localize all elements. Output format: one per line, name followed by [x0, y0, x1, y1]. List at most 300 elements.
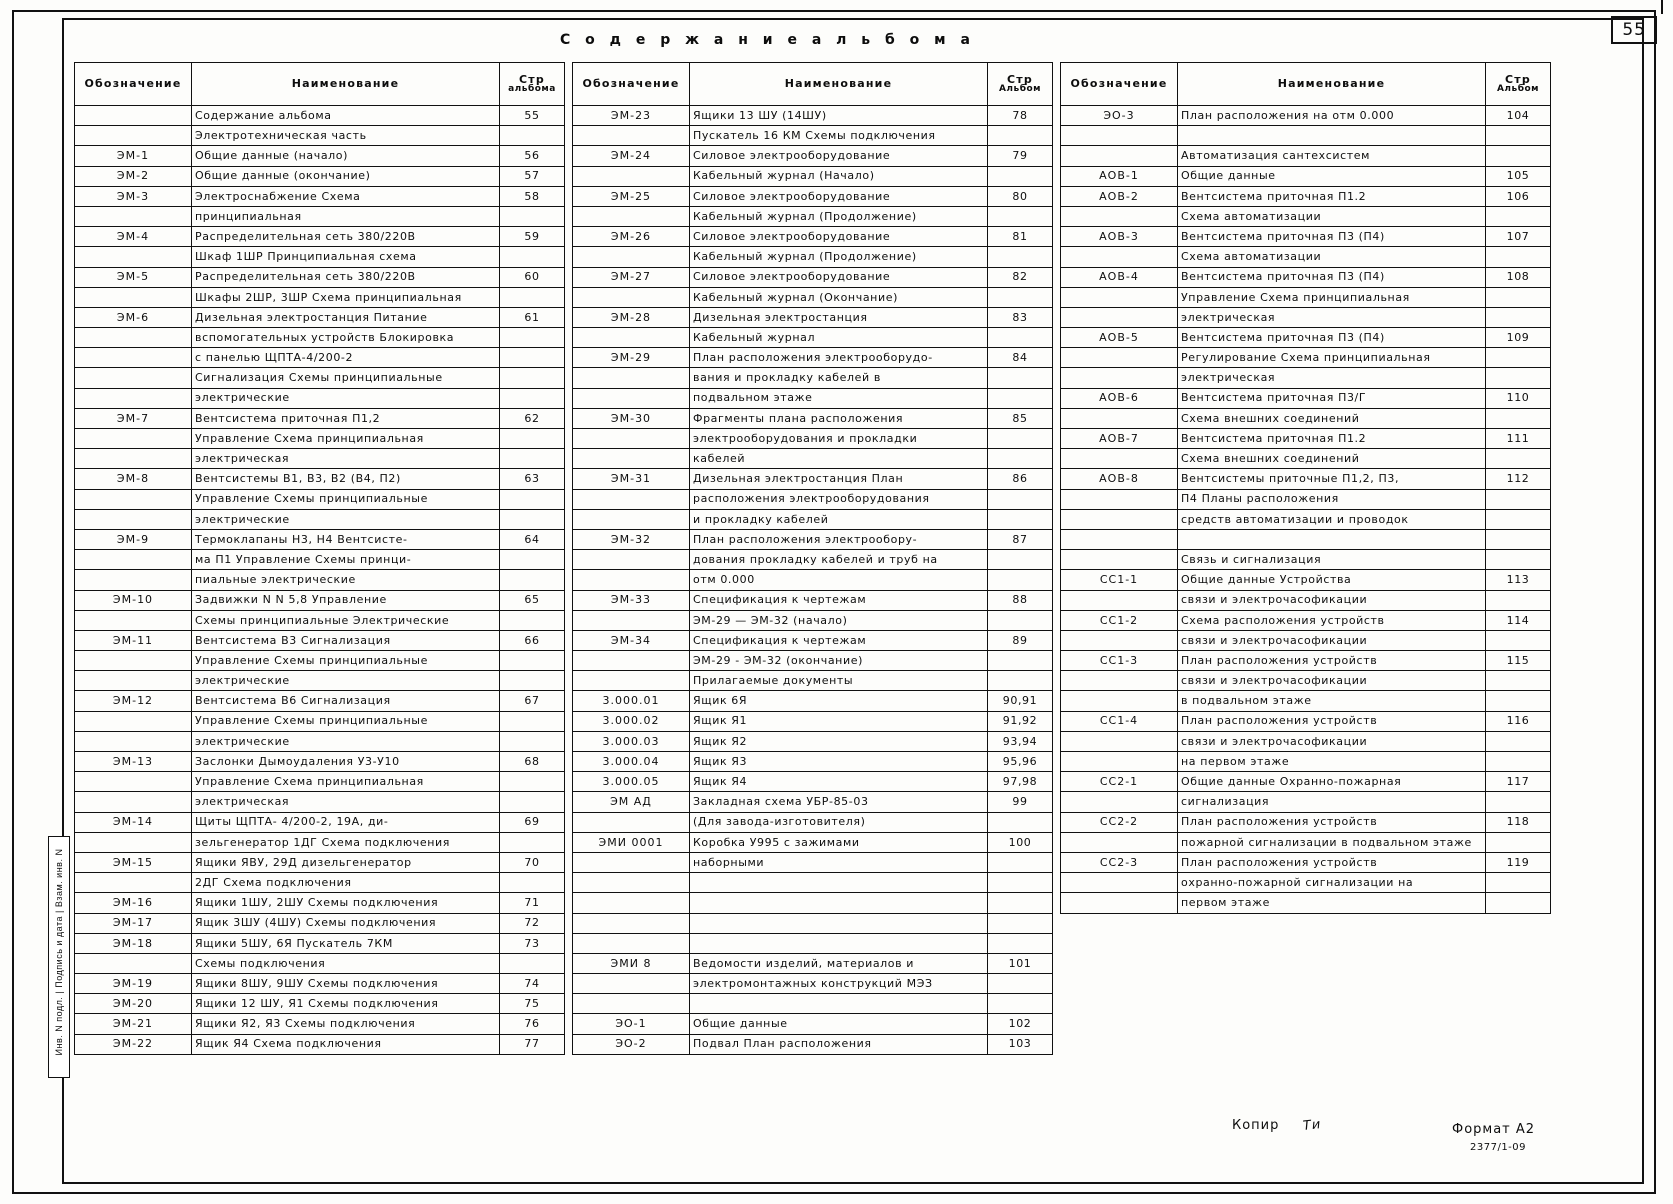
header-page-line1: Стр — [1007, 72, 1033, 86]
table-row — [1061, 772, 1551, 792]
cell-code — [1061, 247, 1178, 267]
cell-name: Дизельная электростанция — [690, 307, 988, 327]
cell-page — [500, 429, 565, 449]
cell-name: Управление Схемы принципиальные — [192, 489, 500, 509]
cell-page — [500, 206, 565, 226]
cell-code: СС1-3 — [1061, 651, 1178, 671]
cell-page: 115 — [1486, 651, 1551, 671]
cell-page — [988, 328, 1053, 348]
table-row — [75, 146, 565, 166]
cell-name: отм 0.000 — [690, 570, 988, 590]
cell-code — [573, 449, 690, 469]
cell-code: 3.000.03 — [573, 731, 690, 751]
cell-code: ЭМ-9 — [75, 529, 192, 549]
cell-code — [573, 852, 690, 872]
cell-name: Закладная схема УБР-85-03 — [690, 792, 988, 812]
header-name: Наименование — [690, 63, 988, 106]
cell-code: ЭМ АД — [573, 792, 690, 812]
cell-name: на первом этаже — [1178, 752, 1486, 772]
table-row — [573, 792, 1053, 812]
cell-code: СС1-4 — [1061, 711, 1178, 731]
table-row — [75, 610, 565, 630]
cell-code — [75, 449, 192, 469]
table-row — [75, 651, 565, 671]
cell-page — [988, 893, 1053, 913]
cell-code — [573, 974, 690, 994]
table-row — [75, 893, 565, 913]
table-row — [1061, 206, 1551, 226]
table-row — [75, 287, 565, 307]
cell-code — [75, 106, 192, 126]
cell-page: 77 — [500, 1034, 565, 1054]
cell-name: зельгенератор 1ДГ Схема подключения — [192, 832, 500, 852]
cell-page — [988, 913, 1053, 933]
cell-page — [988, 429, 1053, 449]
cell-page — [988, 126, 1053, 146]
cell-code — [1061, 873, 1178, 893]
cell-code — [1061, 368, 1178, 388]
cell-code — [573, 429, 690, 449]
copier-note — [1232, 1118, 1321, 1133]
table-row — [1061, 449, 1551, 469]
cell-name: Ящики 13 ШУ (14ШУ) — [690, 106, 988, 126]
table-row — [573, 227, 1053, 247]
cell-code: ЭМ-34 — [573, 630, 690, 650]
cell-page: 55 — [500, 106, 565, 126]
title-block-strip-label: Инв. N подл. | Подпись и дата | Взам. инв. N — [54, 848, 64, 1056]
table-row — [573, 287, 1053, 307]
cell-code — [75, 671, 192, 691]
cell-code — [573, 206, 690, 226]
table-row — [573, 1014, 1053, 1034]
header-code: Обозначение — [75, 63, 192, 106]
cell-code — [1061, 671, 1178, 691]
cell-name: Вентсистема приточная П3 (П4) — [1178, 267, 1486, 287]
cell-code: СС2-3 — [1061, 852, 1178, 872]
table-row — [75, 671, 565, 691]
table-row — [1061, 610, 1551, 630]
table-row — [573, 974, 1053, 994]
table-row — [573, 509, 1053, 529]
cell-page — [988, 388, 1053, 408]
cell-code — [573, 671, 690, 691]
cell-code: ЭО-1 — [573, 1014, 690, 1034]
table-row — [573, 368, 1053, 388]
cell-page — [1486, 731, 1551, 751]
table-row — [75, 166, 565, 186]
cell-page — [988, 206, 1053, 226]
cell-code: 3.000.01 — [573, 691, 690, 711]
cell-name: Ведомости изделий, материалов и — [690, 953, 988, 973]
table-row — [1061, 126, 1551, 146]
cell-page — [500, 711, 565, 731]
cell-name: сигнализация — [1178, 792, 1486, 812]
cell-code — [573, 328, 690, 348]
cell-name: Схема расположения устройств — [1178, 610, 1486, 630]
cell-page — [988, 994, 1053, 1014]
cell-name: средств автоматизации и проводок — [1178, 509, 1486, 529]
table-row — [1061, 408, 1551, 428]
cell-code — [1061, 832, 1178, 852]
cell-name: вспомогательных устройств Блокировка — [192, 328, 500, 348]
cell-page: 87 — [988, 529, 1053, 549]
table-row — [1061, 509, 1551, 529]
table-row — [573, 893, 1053, 913]
table-row — [75, 832, 565, 852]
cell-code: ЭМ-29 — [573, 348, 690, 368]
cell-page — [500, 651, 565, 671]
table-row — [75, 792, 565, 812]
cell-name: Схема внешних соединений — [1178, 408, 1486, 428]
cell-name: электрические — [192, 731, 500, 751]
cell-code — [75, 206, 192, 226]
cell-page: 102 — [988, 1014, 1053, 1034]
cell-page: 101 — [988, 953, 1053, 973]
cell-name: кабелей — [690, 449, 988, 469]
cell-code: ЭМ-20 — [75, 994, 192, 1014]
cell-page: 112 — [1486, 469, 1551, 489]
cell-code — [573, 933, 690, 953]
table-row — [573, 651, 1053, 671]
cell-name: связи и электрочасофикации — [1178, 731, 1486, 751]
cell-page — [1486, 509, 1551, 529]
cell-code: ЭМ-2 — [75, 166, 192, 186]
cell-page — [500, 953, 565, 973]
table-row — [1061, 691, 1551, 711]
cell-code — [573, 368, 690, 388]
cell-name: и прокладку кабелей — [690, 509, 988, 529]
cell-name: Пускатель 16 КМ Схемы подключения — [690, 126, 988, 146]
table-row — [75, 509, 565, 529]
cell-page: 67 — [500, 691, 565, 711]
cell-code: АОВ-2 — [1061, 186, 1178, 206]
table-row — [1061, 590, 1551, 610]
contents-table-2 — [573, 63, 1053, 1055]
cell-name: Электроснабжение Схема — [192, 186, 500, 206]
cell-name: План расположения устройств — [1178, 651, 1486, 671]
cell-name: Ящики 5ШУ, 6Я Пускатель 7КМ — [192, 933, 500, 953]
cell-name: Схема автоматизации — [1178, 247, 1486, 267]
table-row — [75, 106, 565, 126]
cell-name: Ящик 6Я — [690, 691, 988, 711]
cell-page: 118 — [1486, 812, 1551, 832]
cell-page: 72 — [500, 913, 565, 933]
cell-name: Ящик Я1 — [690, 711, 988, 731]
cell-page: 88 — [988, 590, 1053, 610]
table-row — [75, 388, 565, 408]
cell-name: пиальные электрические — [192, 570, 500, 590]
cell-name: Кабельный журнал (Продолжение) — [690, 247, 988, 267]
cell-name: электрическая — [192, 449, 500, 469]
header-name: Наименование — [1178, 63, 1486, 106]
cell-page — [988, 247, 1053, 267]
cell-name: Вентсистемы приточные П1,2, П3, — [1178, 469, 1486, 489]
cell-code: 3.000.05 — [573, 772, 690, 792]
table-row — [573, 186, 1053, 206]
cell-page — [500, 388, 565, 408]
cell-page — [1486, 691, 1551, 711]
cell-name: Кабельный журнал (Окончание) — [690, 287, 988, 307]
cell-name: ЭМ-29 - ЭМ-32 (окончание) — [690, 651, 988, 671]
header-page-line1: Стр — [1505, 72, 1531, 86]
cell-code: ЭМ-31 — [573, 469, 690, 489]
cell-page — [500, 126, 565, 146]
cell-code: СС1-1 — [1061, 570, 1178, 590]
cell-code — [75, 832, 192, 852]
table-row — [573, 529, 1053, 549]
table-row — [75, 429, 565, 449]
cell-page — [1486, 489, 1551, 509]
cell-code: 3.000.04 — [573, 752, 690, 772]
cell-code: АОВ-4 — [1061, 267, 1178, 287]
table-row — [1061, 368, 1551, 388]
table-row — [573, 953, 1053, 973]
table-row — [573, 630, 1053, 650]
table-header-row — [75, 63, 565, 106]
cell-page — [988, 974, 1053, 994]
cell-code: СС1-2 — [1061, 610, 1178, 630]
cell-page: 95,96 — [988, 752, 1053, 772]
table-row — [573, 590, 1053, 610]
cell-name: связи и электрочасофикации — [1178, 630, 1486, 650]
cell-name: электрическая — [1178, 368, 1486, 388]
cell-page: 82 — [988, 267, 1053, 287]
table-row — [75, 247, 565, 267]
cell-code: ЭМ-12 — [75, 691, 192, 711]
cell-name: Силовое электрооборудование — [690, 227, 988, 247]
cell-name: наборными — [690, 852, 988, 872]
cell-name: План расположения устройств — [1178, 711, 1486, 731]
cell-code — [573, 489, 690, 509]
cell-page: 84 — [988, 348, 1053, 368]
table-row — [573, 328, 1053, 348]
table-row — [1061, 873, 1551, 893]
cell-code — [75, 953, 192, 973]
cell-code: ЭМ-24 — [573, 146, 690, 166]
cell-page: 103 — [988, 1034, 1053, 1054]
table-row — [573, 429, 1053, 449]
cell-page — [988, 651, 1053, 671]
cell-page — [500, 772, 565, 792]
cell-code: ЭМ-16 — [75, 893, 192, 913]
cell-page: 86 — [988, 469, 1053, 489]
cell-code — [1061, 449, 1178, 469]
cell-code — [75, 287, 192, 307]
table-row — [75, 489, 565, 509]
cell-page: 83 — [988, 307, 1053, 327]
cell-page — [1486, 630, 1551, 650]
table-row — [573, 752, 1053, 772]
cell-code — [75, 651, 192, 671]
cell-name — [690, 873, 988, 893]
cell-code — [1061, 489, 1178, 509]
table-row — [573, 772, 1053, 792]
table-row — [1061, 671, 1551, 691]
cell-page — [1486, 146, 1551, 166]
cell-name: Прилагаемые документы — [690, 671, 988, 691]
cell-page: 78 — [988, 106, 1053, 126]
cell-page: 104 — [1486, 106, 1551, 126]
cell-code: ЭМ-3 — [75, 186, 192, 206]
table-row — [75, 550, 565, 570]
table-row — [75, 408, 565, 428]
table-row — [1061, 328, 1551, 348]
header-code: Обозначение — [573, 63, 690, 106]
cell-name: Коробка У995 с зажимами — [690, 832, 988, 852]
table-row — [75, 126, 565, 146]
signature: Ти — [1301, 1117, 1322, 1134]
cell-name: Спецификация к чертежам — [690, 630, 988, 650]
cell-code — [75, 550, 192, 570]
cell-name: План расположения устройств — [1178, 852, 1486, 872]
cell-name: Спецификация к чертежам — [690, 590, 988, 610]
cell-name: П4 Планы расположения — [1178, 489, 1486, 509]
cell-page — [988, 873, 1053, 893]
cell-page: 64 — [500, 529, 565, 549]
table-row — [75, 328, 565, 348]
table-row — [1061, 429, 1551, 449]
cell-page: 75 — [500, 994, 565, 1014]
contents-table-3 — [1061, 63, 1551, 914]
cell-code: 3.000.02 — [573, 711, 690, 731]
cell-name: Дизельная электростанция План — [690, 469, 988, 489]
cell-code: ЭО-2 — [573, 1034, 690, 1054]
table-row — [1061, 651, 1551, 671]
cell-page: 117 — [1486, 772, 1551, 792]
table-row — [75, 206, 565, 226]
cell-page — [988, 671, 1053, 691]
cell-page — [1486, 126, 1551, 146]
table-row — [573, 873, 1053, 893]
cell-page — [500, 792, 565, 812]
table-row — [75, 953, 565, 973]
cell-code — [1061, 893, 1178, 913]
cell-code — [75, 711, 192, 731]
table-row — [75, 691, 565, 711]
cell-page — [500, 832, 565, 852]
table-row — [1061, 166, 1551, 186]
cell-page: 100 — [988, 832, 1053, 852]
cell-page — [1486, 529, 1551, 549]
cell-page: 65 — [500, 590, 565, 610]
cell-page — [1486, 832, 1551, 852]
cell-name: расположения электрооборудования — [690, 489, 988, 509]
cell-code: СС2-1 — [1061, 772, 1178, 792]
cell-page — [500, 368, 565, 388]
table-row — [573, 348, 1053, 368]
table-row — [573, 731, 1053, 751]
cell-code — [1061, 287, 1178, 307]
cell-page: 99 — [988, 792, 1053, 812]
cell-name: Вентсистема приточная П3/Г — [1178, 388, 1486, 408]
table-row — [1061, 812, 1551, 832]
cell-page — [988, 368, 1053, 388]
cell-code: ЭМ-26 — [573, 227, 690, 247]
cell-name: Вентсистема приточная П1.2 — [1178, 429, 1486, 449]
cell-code — [75, 873, 192, 893]
table-row — [75, 812, 565, 832]
table-row — [1061, 227, 1551, 247]
cell-name: вания и прокладку кабелей в — [690, 368, 988, 388]
cell-code: ЭМ-19 — [75, 974, 192, 994]
cell-code — [1061, 126, 1178, 146]
table-row — [573, 489, 1053, 509]
cell-name: Вентсистема приточная П1,2 — [192, 408, 500, 428]
cell-name — [1178, 529, 1486, 549]
cell-page — [1486, 873, 1551, 893]
cell-name: Кабельный журнал (Начало) — [690, 166, 988, 186]
cell-name: Заслонки Дымоудаления У3-У10 — [192, 752, 500, 772]
table-row — [573, 146, 1053, 166]
table-row — [1061, 832, 1551, 852]
cell-page: 58 — [500, 186, 565, 206]
table-row — [75, 630, 565, 650]
cell-code — [573, 610, 690, 630]
header-page-line2: альбома — [508, 84, 556, 95]
cell-page: 111 — [1486, 429, 1551, 449]
cell-page — [500, 550, 565, 570]
cell-name: План расположения устройств — [1178, 812, 1486, 832]
cell-code: СС2-2 — [1061, 812, 1178, 832]
cell-page — [1486, 287, 1551, 307]
cell-name: Шкафы 2ШР, 3ШР Схема принципиальная — [192, 287, 500, 307]
table-row — [1061, 792, 1551, 812]
cell-page: 116 — [1486, 711, 1551, 731]
cell-code — [573, 651, 690, 671]
cell-code: ЭМ-13 — [75, 752, 192, 772]
cell-page: 61 — [500, 307, 565, 327]
contents-body-3 — [1061, 106, 1551, 914]
cell-name: дования прокладку кабелей и труб на — [690, 550, 988, 570]
cell-code — [75, 429, 192, 449]
cell-page — [988, 610, 1053, 630]
cell-page — [500, 570, 565, 590]
cell-name: Ящики 1ШУ, 2ШУ Схемы подключения — [192, 893, 500, 913]
table-row — [1061, 731, 1551, 751]
table-row — [573, 469, 1053, 489]
table-row — [1061, 348, 1551, 368]
cell-code — [75, 570, 192, 590]
table-row — [1061, 570, 1551, 590]
cell-name: Силовое электрооборудование — [690, 267, 988, 287]
cell-name: Связь и сигнализация — [1178, 550, 1486, 570]
cell-page — [1486, 206, 1551, 226]
table-row — [1061, 388, 1551, 408]
table-row — [1061, 307, 1551, 327]
table-row — [1061, 711, 1551, 731]
table-row — [573, 671, 1053, 691]
cell-name: электрические — [192, 388, 500, 408]
cell-page — [988, 933, 1053, 953]
cell-page — [1486, 792, 1551, 812]
contents-column-3 — [1060, 62, 1551, 914]
table-row — [75, 974, 565, 994]
table-row — [75, 469, 565, 489]
cell-name: Ящики 12 ШУ, Я1 Схемы подключения — [192, 994, 500, 1014]
header-page — [988, 63, 1053, 106]
cell-name: Дизельная электростанция Питание — [192, 307, 500, 327]
contents-body-1 — [75, 106, 565, 1055]
cell-code — [1061, 691, 1178, 711]
cell-code — [75, 610, 192, 630]
cell-code — [573, 893, 690, 913]
cell-code: ЭО-3 — [1061, 106, 1178, 126]
cell-code: ЭМ-4 — [75, 227, 192, 247]
cell-page: 63 — [500, 469, 565, 489]
cell-page — [988, 166, 1053, 186]
table-row — [75, 994, 565, 1014]
cell-page: 110 — [1486, 388, 1551, 408]
